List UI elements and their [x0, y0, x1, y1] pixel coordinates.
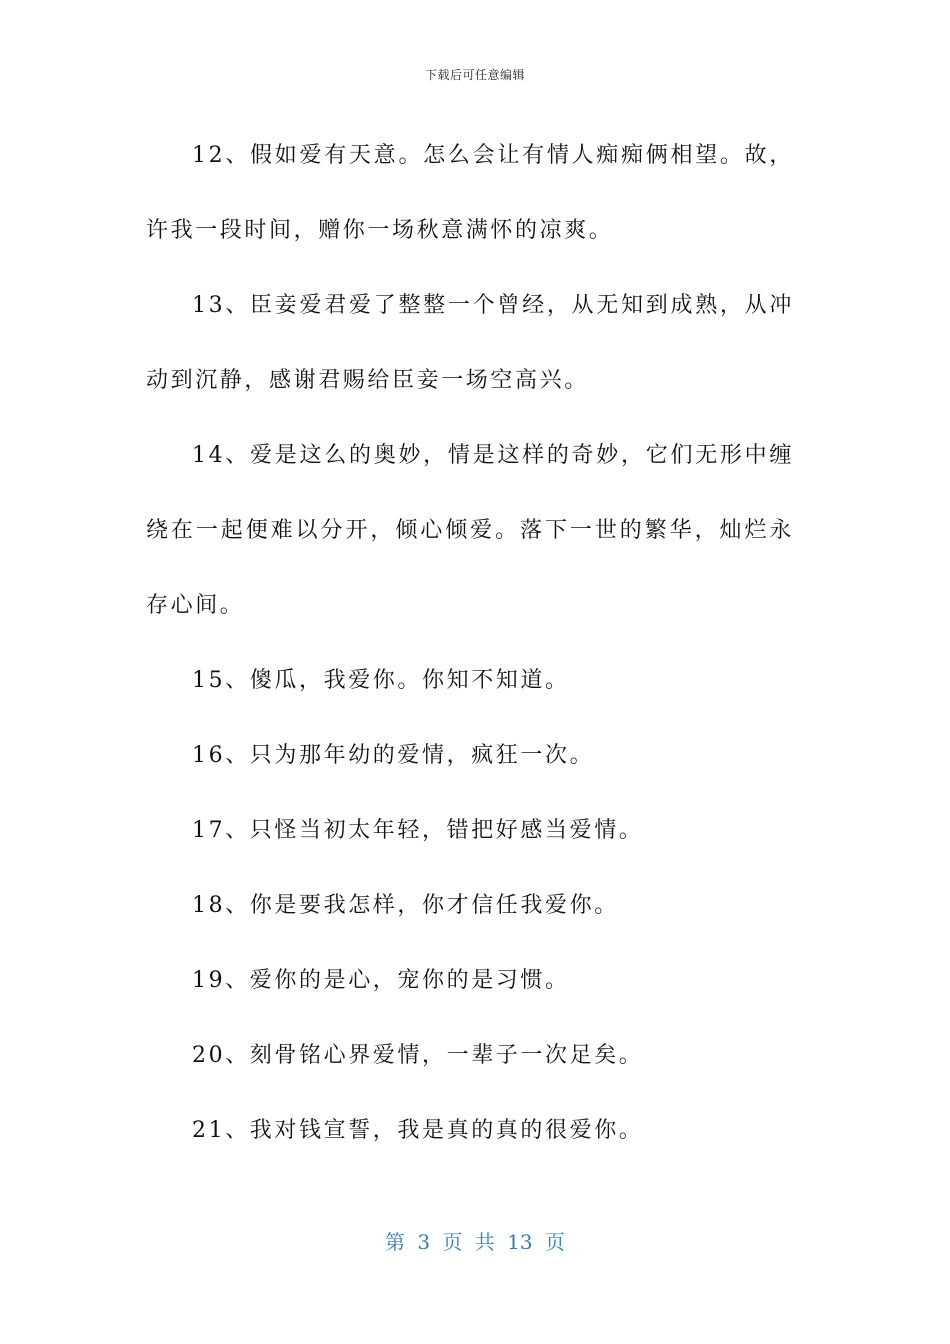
paragraph-14: 14、爱是这么的奥妙，情是这样的奇妙，它们无形中缠绕在一起便难以分开，倾心倾爱。落下一世的繁华，灿烂永存心间。 — [146, 443, 794, 618]
paragraph-16: 16、只为那年幼的爱情，疯狂一次。 — [192, 743, 595, 768]
page-number-footer: 第 3 页 共 13 页 — [385, 1230, 565, 1254]
paragraph-17: 17、只怪当初太年轻，错把好感当爱情。 — [192, 818, 644, 843]
paragraph-21: 21、我对钱宣誓，我是真的真的很爱你。 — [192, 1118, 644, 1143]
header-note: 下载后可任意编辑 — [424, 68, 525, 82]
paragraph-12: 12、假如爱有天意。怎么会让有情人痴痴俩相望。故，许我一段时间，赠你一场秋意满怀的凉爽。 — [146, 143, 794, 243]
paragraph-20: 20、刻骨铭心界爱情，一辈子一次足矣。 — [192, 1043, 644, 1068]
paragraph-18: 18、你是要我怎样，你才信任我爱你。 — [192, 893, 619, 918]
paragraph-15: 15、傻瓜，我爱你。你知不知道。 — [192, 668, 570, 693]
document-body — [146, 118, 794, 1168]
paragraph-19: 19、爱你的是心，宠你的是习惯。 — [192, 968, 570, 993]
paragraph-13: 13、臣妾爱君爱了整整一个曾经，从无知到成熟，从冲动到沉静，感谢君赐给臣妾一场空高兴。 — [146, 293, 794, 393]
